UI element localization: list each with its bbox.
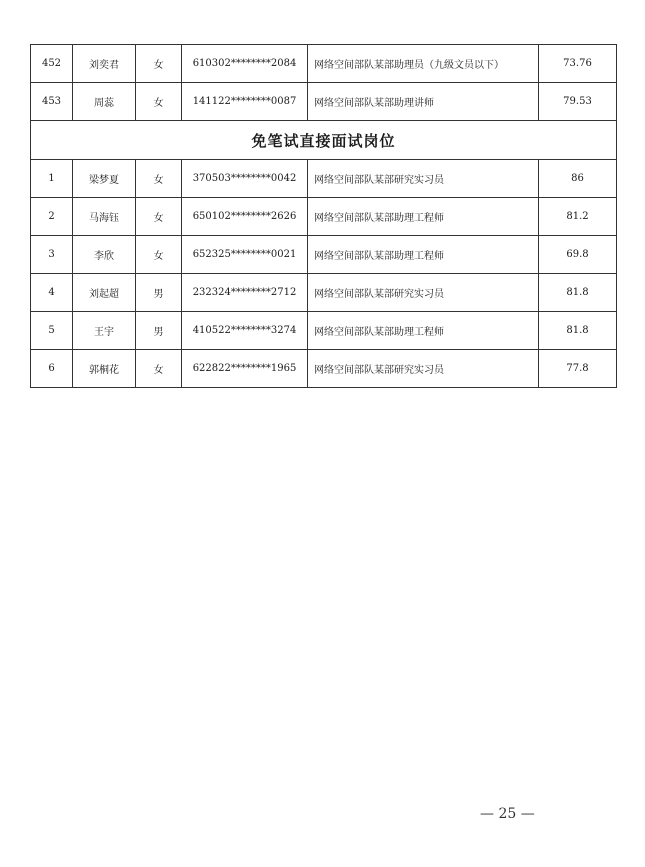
- cell-number: 452: [31, 45, 73, 83]
- cell-post: 网络空间部队某部研究实习员: [308, 274, 539, 312]
- cell-number: 5: [31, 312, 73, 350]
- table-row: [31, 274, 617, 312]
- cell-score: 69.8: [539, 236, 617, 274]
- cell-gender: 男: [136, 274, 182, 312]
- cell-score: 81.8: [539, 312, 617, 350]
- cell-number: 1: [31, 160, 73, 198]
- cell-id-number: 652325********0021: [182, 236, 308, 274]
- cell-post: 网络空间部队某部研究实习员: [308, 350, 539, 388]
- cell-gender: 男: [136, 312, 182, 350]
- section-header-row: [31, 121, 617, 160]
- cell-gender: 女: [136, 350, 182, 388]
- cell-gender: 女: [136, 236, 182, 274]
- cell-score: 79.53: [539, 83, 617, 121]
- cell-post: 网络空间部队某部助理工程师: [308, 198, 539, 236]
- section-title: 免笔试直接面试岗位: [31, 121, 617, 160]
- cell-gender: 女: [136, 198, 182, 236]
- cell-score: 73.76: [539, 45, 617, 83]
- table-row: [31, 160, 617, 198]
- cell-gender: 女: [136, 160, 182, 198]
- cell-post: 网络空间部队某部助理工程师: [308, 312, 539, 350]
- cell-score: 86: [539, 160, 617, 198]
- cell-gender: 女: [136, 45, 182, 83]
- cell-id-number: 610302********2084: [182, 45, 308, 83]
- cell-score: 77.8: [539, 350, 617, 388]
- cell-id-number: 232324********2712: [182, 274, 308, 312]
- cell-score: 81.2: [539, 198, 617, 236]
- cell-id-number: 622822********1965: [182, 350, 308, 388]
- cell-id-number: 650102********2626: [182, 198, 308, 236]
- cell-name: 李欣: [73, 236, 136, 274]
- cell-number: 2: [31, 198, 73, 236]
- candidate-table: [30, 44, 617, 388]
- table-row: [31, 350, 617, 388]
- cell-name: 梁梦夏: [73, 160, 136, 198]
- cell-post: 网络空间部队某部助理讲师: [308, 83, 539, 121]
- cell-name: 马海钰: [73, 198, 136, 236]
- cell-number: 453: [31, 83, 73, 121]
- page-number: — 25 —: [480, 806, 535, 822]
- cell-number: 6: [31, 350, 73, 388]
- cell-post: 网络空间部队某部助理员（九级文员以下）: [308, 45, 539, 83]
- cell-number: 4: [31, 274, 73, 312]
- cell-name: 王宇: [73, 312, 136, 350]
- cell-number: 3: [31, 236, 73, 274]
- cell-name: 刘起超: [73, 274, 136, 312]
- cell-id-number: 370503********0042: [182, 160, 308, 198]
- cell-id-number: 410522********3274: [182, 312, 308, 350]
- cell-post: 网络空间部队某部研究实习员: [308, 160, 539, 198]
- cell-name: 周蕊: [73, 83, 136, 121]
- table-row: [31, 236, 617, 274]
- table-row: [31, 45, 617, 83]
- cell-id-number: 141122********0087: [182, 83, 308, 121]
- cell-score: 81.8: [539, 274, 617, 312]
- cell-gender: 女: [136, 83, 182, 121]
- table-row: [31, 312, 617, 350]
- cell-name: 郭桐花: [73, 350, 136, 388]
- cell-post: 网络空间部队某部助理工程师: [308, 236, 539, 274]
- table-row: [31, 198, 617, 236]
- table-row: [31, 83, 617, 121]
- cell-name: 刘奕君: [73, 45, 136, 83]
